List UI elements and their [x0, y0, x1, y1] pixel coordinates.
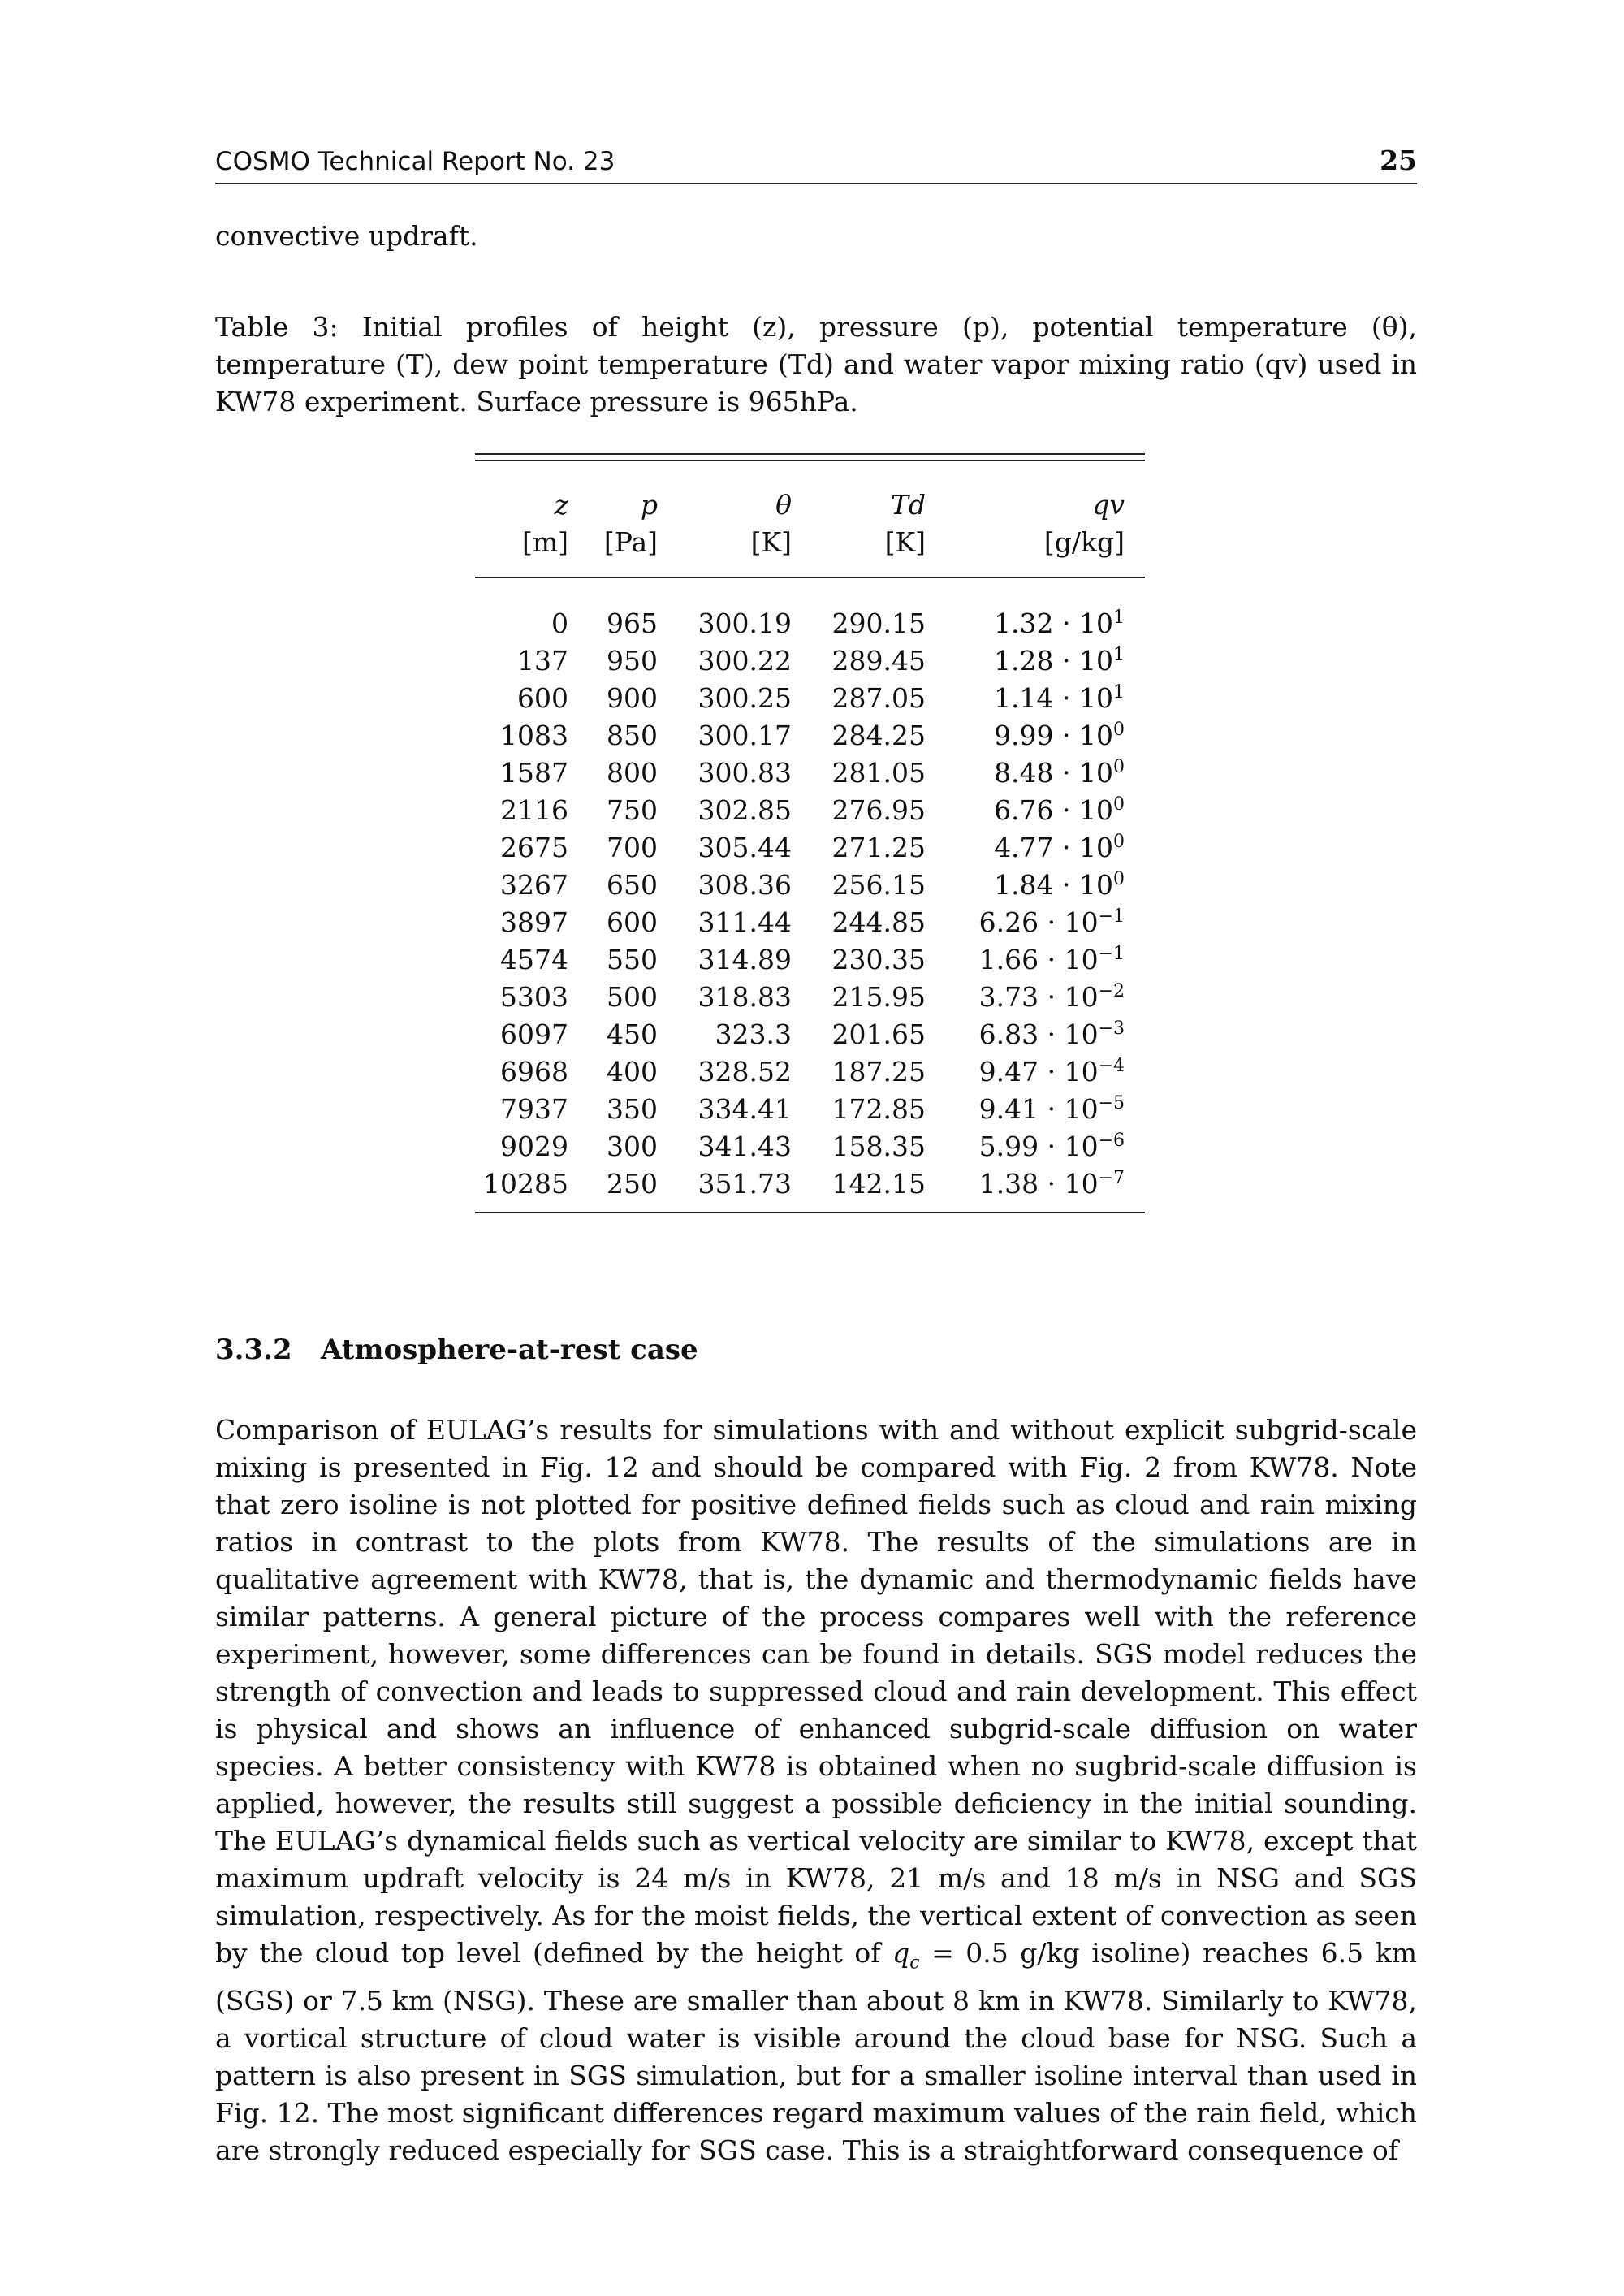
intro-text: convective updraft.	[215, 220, 478, 252]
col-p-unit: [Pa]	[603, 525, 658, 558]
col-theta-unit: [K]	[750, 525, 792, 558]
cell-theta: 305.44	[698, 831, 792, 863]
cell-qv	[926, 794, 1125, 826]
cell-qv	[926, 682, 1125, 714]
cell-td: 276.95	[831, 793, 926, 826]
cell-td: 290.15	[831, 607, 926, 639]
cell-p: 950	[607, 644, 658, 677]
qv-exponent: −3	[1098, 1018, 1125, 1039]
qv-exponent: 0	[1113, 793, 1125, 815]
body-text-part-1: Comparison of EULAG’s results for simulations with and without explicit subgrid-scale mixing is presented in Fig. 12 and should be compared with Fig. 2 from KW78. Note that zero isoline is not plotted for positive defined fields such as cloud and rain mixing ratios in contrast to the plots from KW78. The results of the simulations are in qualitative agreement with KW78, that is, the dynamic and thermodynamic fields have similar patterns. A general picture of the process compares well with the reference experiment, however, some differences can be found in details. SGS model reduces the strength of convection and leads to suppressed cloud and rain development. This effect is physical and shows an influence of enhanced subgrid-scale diffusion on water species. A better consistency with KW78 is obtained when no sugbrid-scale diffusion is applied, however, the results still suggest a possible deficiency in the initial sounding. The EULAG’s dynamical fields such as vertical velocity are similar to KW78, except that maximum updraft velocity is 24 m/s in KW78, 21 m/s and 18 m/s in NSG and SGS simulation, respectively. As for the moist fields, the vertical extent of convection as seen by the cloud top level (defined by the height of	[215, 1414, 1417, 1969]
qc-symbol: q	[892, 1937, 910, 1969]
col-p-symbol: p	[640, 488, 658, 521]
page-number: 25	[1380, 145, 1417, 176]
col-td-symbol: Td	[890, 488, 926, 521]
cell-z: 10285	[483, 1167, 568, 1200]
cell-td: 215.95	[831, 980, 926, 1013]
cell-z: 5303	[500, 980, 568, 1013]
qv-mantissa: 1.84 · 10	[994, 868, 1113, 901]
qv-mantissa: 8.48 · 10	[994, 756, 1113, 789]
table-row	[475, 940, 1145, 978]
cell-p: 250	[607, 1167, 658, 1200]
profile-table	[475, 453, 1145, 1213]
cell-theta: 314.89	[698, 943, 792, 975]
table-row	[475, 716, 1145, 754]
section-heading	[215, 1334, 698, 1366]
qv-exponent: 1	[1113, 644, 1125, 665]
cell-td: 172.85	[831, 1092, 926, 1125]
body-text-part-2: = 0.5 g/kg isoline) reaches 6.5 km (SGS) or 7.5 km (NSG). These are smaller than about 8 km in KW78. Similarly to KW78, a vortical structure of cloud water is visible around the cloud base for NSG. Such a pattern is also present in SGS simulation, but for a smaller isoline interval than used in Fig. 12. The most significant differences regard maximum values of the rain field, which are strongly reduced especially for SGS case. This is a straightforward consequence of	[215, 1937, 1417, 2166]
cell-p: 550	[607, 943, 658, 975]
table-row	[475, 1127, 1145, 1165]
table-row	[475, 1090, 1145, 1127]
cell-qv	[926, 1093, 1125, 1125]
table-row	[475, 828, 1145, 866]
cell-qv	[926, 645, 1125, 677]
cell-qv	[926, 720, 1125, 751]
col-z-symbol: z	[554, 488, 568, 521]
table-row	[475, 1165, 1145, 1202]
cell-theta: 334.41	[698, 1092, 792, 1125]
qv-exponent: 0	[1113, 756, 1125, 777]
qv-mantissa: 1.14 · 10	[994, 681, 1113, 714]
cell-qv	[926, 757, 1125, 789]
cell-qv	[926, 981, 1125, 1013]
qv-exponent: 1	[1113, 681, 1125, 703]
cell-td: 284.25	[831, 719, 926, 751]
table-row	[475, 679, 1145, 716]
cell-z: 1587	[500, 756, 568, 789]
cell-td: 244.85	[831, 906, 926, 938]
cell-p: 650	[607, 868, 658, 901]
cell-td: 230.35	[831, 943, 926, 975]
cell-qv	[926, 1018, 1125, 1050]
cell-p: 600	[607, 906, 658, 938]
table-row	[475, 978, 1145, 1015]
cell-z: 600	[517, 681, 568, 714]
cell-p: 350	[607, 1092, 658, 1125]
cell-z: 3267	[500, 868, 568, 901]
cell-theta: 351.73	[698, 1167, 792, 1200]
qv-exponent: 0	[1113, 831, 1125, 852]
col-td-unit: [K]	[884, 525, 926, 558]
table-row	[475, 1053, 1145, 1090]
section-number: 3.3.2	[215, 1334, 292, 1366]
cell-p: 900	[607, 681, 658, 714]
cell-p: 800	[607, 756, 658, 789]
cell-p: 850	[607, 719, 658, 751]
qv-mantissa: 1.32 · 10	[994, 607, 1113, 639]
cell-p: 450	[607, 1018, 658, 1050]
cell-p: 300	[607, 1130, 658, 1162]
qv-mantissa: 4.77 · 10	[994, 831, 1113, 863]
cell-td: 287.05	[831, 681, 926, 714]
cell-theta: 341.43	[698, 1130, 792, 1162]
cell-td: 289.45	[831, 644, 926, 677]
col-z-unit: [m]	[521, 525, 568, 558]
cell-theta: 302.85	[698, 793, 792, 826]
table-body	[475, 578, 1145, 1212]
qv-mantissa: 1.66 · 10	[978, 943, 1099, 975]
qc-subscript: c	[909, 1952, 920, 1974]
cell-qv	[926, 1168, 1125, 1200]
body-paragraph	[215, 1412, 1417, 2169]
qv-exponent: 1	[1113, 607, 1125, 628]
cell-z: 0	[551, 607, 568, 639]
qv-mantissa: 6.76 · 10	[994, 793, 1113, 826]
cell-qv	[926, 832, 1125, 863]
qv-mantissa: 6.83 · 10	[978, 1018, 1099, 1050]
cell-theta: 308.36	[698, 868, 792, 901]
qv-exponent: −7	[1098, 1167, 1125, 1188]
col-theta-symbol: θ	[775, 488, 792, 521]
cell-p: 400	[607, 1055, 658, 1087]
table-row	[475, 791, 1145, 828]
col-qv-unit: [g/kg]	[1043, 525, 1125, 558]
page-header	[215, 145, 1417, 184]
table-header	[475, 461, 1145, 577]
table-row	[475, 866, 1145, 903]
cell-z: 1083	[500, 719, 568, 751]
qv-mantissa: 3.73 · 10	[978, 980, 1099, 1013]
qv-mantissa: 9.47 · 10	[978, 1055, 1099, 1087]
qv-exponent: 0	[1113, 868, 1125, 889]
qv-mantissa: 1.38 · 10	[978, 1167, 1099, 1200]
table-bottom-rule	[475, 1212, 1145, 1213]
cell-theta: 328.52	[698, 1055, 792, 1087]
table-row	[475, 754, 1145, 791]
cell-theta: 300.19	[698, 607, 792, 639]
qv-exponent: −6	[1098, 1130, 1125, 1151]
cell-z: 4574	[500, 943, 568, 975]
cell-qv	[926, 1056, 1125, 1087]
cell-z: 9029	[500, 1130, 568, 1162]
cell-td: 158.35	[831, 1130, 926, 1162]
cell-p: 750	[607, 793, 658, 826]
cell-qv	[926, 944, 1125, 975]
qv-mantissa: 9.99 · 10	[994, 719, 1113, 751]
cell-theta: 300.17	[698, 719, 792, 751]
cell-p: 965	[607, 607, 658, 639]
cell-z: 2116	[500, 793, 568, 826]
qv-mantissa: 5.99 · 10	[978, 1130, 1099, 1162]
qv-mantissa: 6.26 · 10	[978, 906, 1099, 938]
cell-td: 271.25	[831, 831, 926, 863]
col-qv-symbol: qv	[1092, 488, 1125, 521]
table-row	[475, 642, 1145, 679]
qv-mantissa: 9.41 · 10	[978, 1092, 1099, 1125]
qv-exponent: −2	[1098, 980, 1125, 1001]
table-row	[475, 604, 1145, 642]
cell-z: 137	[517, 644, 568, 677]
cell-theta: 311.44	[698, 906, 792, 938]
qv-exponent: 0	[1113, 719, 1125, 740]
cell-z: 2675	[500, 831, 568, 863]
cell-theta: 300.25	[698, 681, 792, 714]
cell-td: 142.15	[831, 1167, 926, 1200]
cell-z: 6097	[500, 1018, 568, 1050]
cell-z: 7937	[500, 1092, 568, 1125]
report-title: COSMO Technical Report No. 23	[215, 147, 615, 176]
qv-exponent: −5	[1098, 1092, 1125, 1113]
cell-theta: 300.22	[698, 644, 792, 677]
qv-exponent: −1	[1098, 943, 1125, 964]
cell-td: 187.25	[831, 1055, 926, 1087]
cell-qv	[926, 1131, 1125, 1162]
cell-p: 700	[607, 831, 658, 863]
cell-z: 6968	[500, 1055, 568, 1087]
header-unit-row	[475, 523, 1145, 560]
cell-theta: 300.83	[698, 756, 792, 789]
cell-p: 500	[607, 980, 658, 1013]
qv-mantissa: 1.28 · 10	[994, 644, 1113, 677]
qv-exponent: −1	[1098, 906, 1125, 927]
qv-exponent: −4	[1098, 1055, 1125, 1076]
cell-td: 256.15	[831, 868, 926, 901]
cell-z: 3897	[500, 906, 568, 938]
cell-theta: 323.3	[715, 1018, 792, 1050]
header-symbol-row	[475, 486, 1145, 523]
section-title: Atmosphere-at-rest case	[321, 1334, 698, 1366]
cell-td: 281.05	[831, 756, 926, 789]
cell-qv	[926, 906, 1125, 938]
cell-qv	[926, 869, 1125, 901]
table-row	[475, 903, 1145, 940]
cell-td: 201.65	[831, 1018, 926, 1050]
table-caption: Table 3: Initial profiles of height (z), pressure (p), potential temperature (θ), temperature (T), dew point temperature (Td) and water vapor mixing ratio (qv) used in KW78 experiment. Surface pressure is 965hPa.	[215, 311, 1417, 417]
cell-theta: 318.83	[698, 980, 792, 1013]
table-top-rule	[475, 453, 1145, 461]
cell-qv	[926, 608, 1125, 639]
table-row	[475, 1015, 1145, 1053]
